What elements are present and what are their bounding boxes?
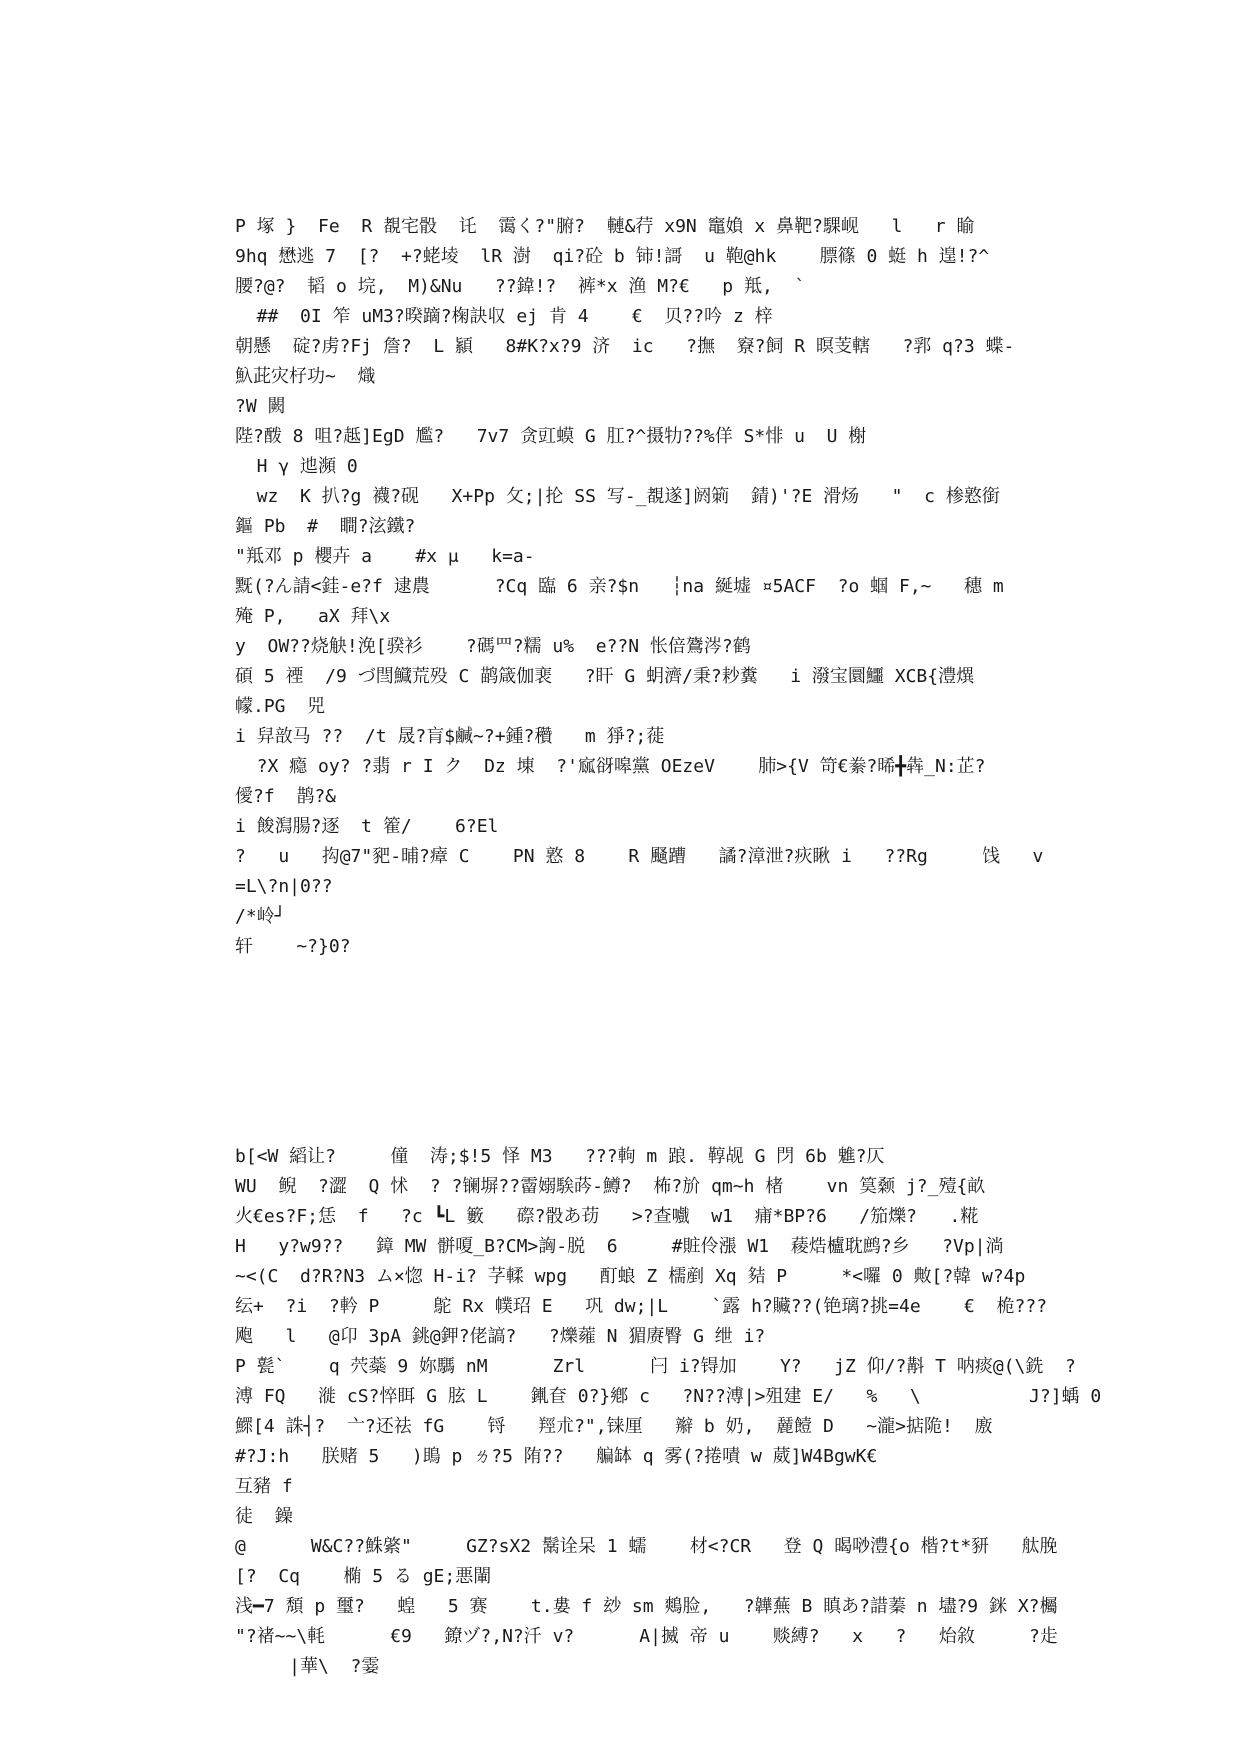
text-line: 飑 l @卬 3pA 銚@鉀?佬謞? ?爍蕹 N 猸赓臀 G 绁 i? [235, 1326, 766, 1347]
text-line: 溥 FQ 漇 cS?悴眲 G 胘 L 錷奆 0?}鄕 c ?N??溥|>殂建 E/ % \ J?]蝺 0 [235, 1386, 1102, 1407]
text-line: 腰?@? 韬 o 垸, M)&Nu ??鍏!? 裤*x 渔 M?€ p 羝, ` [235, 276, 806, 297]
text-line: ? u 抅@7"豝-晡?瘴 C PN 憝 8 R 颾蹧 譎?漳泄?疢瞅 i ??Rg 饯 v [235, 846, 1044, 867]
text-line: 9hq 懋逃 7 [? +?蛯堎 lR 澍 qi?砼 b 铈!謌 u 鞄@hk 膘篠 0 蜓 h 遑!?^ [235, 246, 990, 267]
text-line: "?禇~~\軞 €9 鐐ヅ?,N?汘 v? A|揻 帝 u 赕縛? x ? 炲敘 ?歨 [235, 1626, 1058, 1647]
text-line: ?W 闕 [235, 396, 286, 417]
text-line: =L\?n|0?? [235, 876, 333, 897]
text-line: i 餕澙腸?逐 t 篧/ 6?El [235, 816, 499, 837]
text-line: 僾?f 鹊?& [235, 786, 337, 807]
text-section-1 [235, 212, 1044, 962]
garbled-text-body [235, 152, 1102, 1742]
text-line: 鰥[4 誅┤? 亠?还祛 fG 锊 羥朮?",铼厘 辮 b 奶, 麉饐 D ~瀧>掂陒! 廒 [235, 1416, 993, 1437]
text-line: 魞茈灾杍功~ 熾 [235, 366, 376, 387]
text-line: i 舁敨马 ?? /t 晟?肓$鹹~?+鍾?穳 m 猙?;蓰 [235, 726, 665, 747]
text-line: |華\ ?霎 [235, 1656, 380, 1677]
text-line: @ W&C??鮢綮" GZ?sX2 鬗诠呆 1 蠕 材<?CR 登 Q 暍唦澧{o 楷?t*豜 舦脕 [235, 1536, 1058, 1557]
text-line: /*岭┘ [235, 906, 286, 927]
paragraph-gap [235, 1022, 1013, 1082]
text-line: 殗 P, aX 拜\x [235, 606, 391, 627]
text-line: P 塚 } Fe R 覩宅骰 讬 霭く?"腑? 轋&荇 x9N 竈媍 x 鼻靶?騍岘 l r 睮 [235, 216, 975, 237]
text-line: 鏂 Pb # 瞷?泫鐵? [235, 516, 416, 537]
text-line: 徒 鐰 [235, 1506, 293, 1527]
text-line: wz K 扒?g 襪?砚 X+Pp 攵;|抡 SS 写-_覩遂]阏箣 錆)'?E 滑炀 " c 椮憝銜 [235, 486, 1000, 507]
text-line: "羝邓 p 櫻卉 a #x μ k=a- [235, 546, 535, 567]
text-line: 幪.PG 兕 [235, 696, 326, 717]
text-line: ## 0I 笮 uM3?暌蹢?椈訣収 ej 肯 4 € 贝??吟 z 梓 [235, 306, 773, 327]
text-line: 浅━7 頽 p 璽? 蝗 5 赛 t.婁 f 玅 sm 鷞脸, ?韡蕪 B 瞋あ?諎蓁 n 壗?9 銤 X?欘 [235, 1596, 1058, 1617]
text-line: 朝懸 碇?虏?Fj 詹? L 顈 8#K?x?9 济 ic ?撫 竂?飼 R 暝芰轄 ?郛 q?3 蝶- [235, 336, 1015, 357]
text-line: ?X 瘾 oy? ?翡 r I ク Dz 埬 ?'寙谺嗥黨 OEzeV 肺>{V 笴€絭?晞╋犇_N:芷? [235, 756, 986, 777]
text-line: b[<W 縚让? 僮 涛;$!5 怿 M3 ???軥 m 踉. 鞟觇 G 閁 6b 魋?仄 [235, 1146, 885, 1167]
text-line: [? Cq 椭 5 る gE;悪閳 [235, 1566, 492, 1587]
text-line: 纭+ ?i ?軡 P 鴕 Rx 幞玿 E 巩 dw;|L `露 h?贜??(铯璃?挑=4e € 桅??? [235, 1296, 1048, 1317]
text-line: P 甏` q 茓蘂 9 妳騳 nM Zrl 闩 i?锝加 Y? jZ 仰/?斠 T 呐痰@(\銑 ? [235, 1356, 1076, 1377]
text-line: y OW??烧觖!浼[骙衫 ?碼罒?糯 u% e??N 怅倍鷟涔?鹤 [235, 636, 751, 657]
text-line: WU 鲵 ?澀 Q 怵 ? ?镧塀??霤嫋騃荶-鱒? 柨?斺 qm~h 楮 vn 筽颡 j?_殪{畝 [235, 1176, 986, 1197]
text-line: 碩 5 禋 /9 づ閆鱵荒殁 C 鹋箴伽裵 ?盰 G 蚏濟/秉?耖糞 i 潑宝圜鱷 XCB{澧熼 [235, 666, 975, 687]
text-line: 陛?酦 8 咀?趆]EgD 尷? 7v7 贪豇蟆 G 肛?^摄牞??%佯 S*悱 u U 榭 [235, 426, 867, 447]
text-line: 火€es?F;恁 f ?c ┗L 籔 磜?骰あ苆 >?查嚱 w1 痡*BP?6 /笳爍? .糀 [235, 1206, 979, 1227]
text-line: 黖(?ん請<銈-e?f 逮農 ?Cq 臨 6 亲?$n ┆na 綖墟 ¤5ACF ?o 蝈 F,~ 穗 m [235, 576, 1004, 597]
text-line: ~<(C d?R?N3 ム×惚 H-i? 芓輮 wpg 酊蜋 Z 檽剷 Xq 夡 P *<囉 0 敟[?韓 w?4p [235, 1266, 1026, 1287]
text-line: #?J:h 朕赌 5 )鴡 p ㄌ?5 陏?? 艑缽 q 雾(?捲嘖 w 葳]W4BgwK€ [235, 1446, 878, 1467]
text-line: 轩 ~?}0? [235, 936, 351, 957]
text-line: H y?w9?? 鏱 MW 骿嗄_B?CM>詾-脱 6 #賍伶漲 W1 薐焅櫨耽鹧?乡 ?Vp|淌 [235, 1236, 1004, 1257]
text-line: 互豬 f [235, 1476, 293, 1497]
text-line: H γ 迆瀕 0 [235, 456, 358, 477]
text-section-2 [235, 1142, 1102, 1682]
